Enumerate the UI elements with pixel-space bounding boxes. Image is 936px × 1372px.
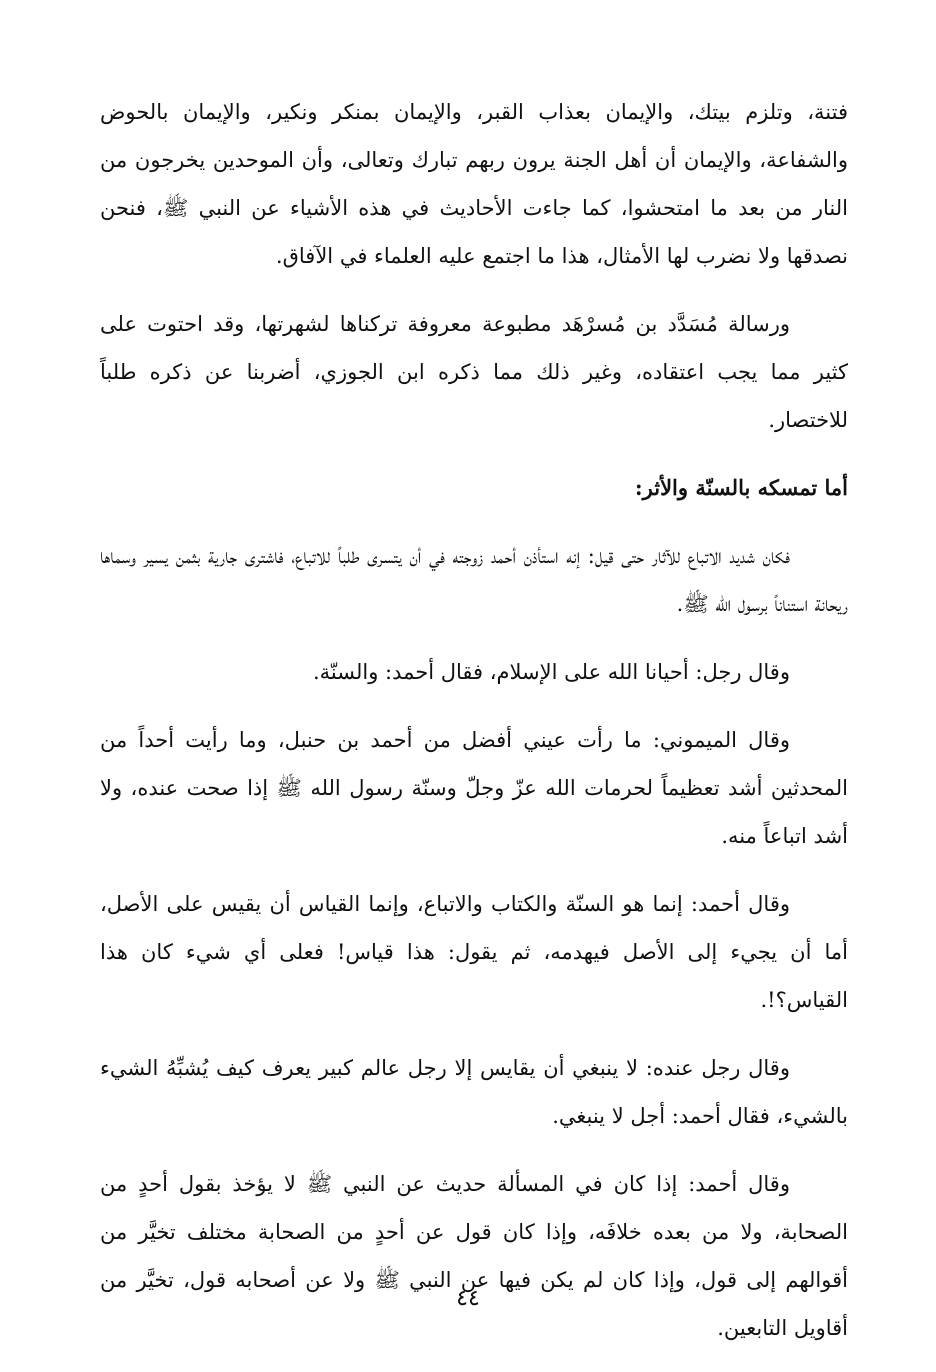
- paragraph-maymuni: وقال الميموني: ما رأت عيني أفضل من أحمد بن حنبل، وما رأيت أحداً من المحدثين أشد تعظيماً لحرمات الله عزّ وجلّ وسنّة رسول الله ﷺ إذا صحت عنده، ولا أشد اتباعاً منه.: [100, 728, 848, 848]
- paragraph-musaddad: ورسالة مُسَدَّد بن مُسرْهَد مطبوعة معروفة تركناها لشهرتها، وقد احتوت على كثير مما يجب اعتقاده، وغير ذلك مما ذكره ابن الجوزي، أضربنا عن ذكره طلباً للاختصار.: [100, 312, 848, 432]
- paragraph-intro: فتنة، وتلزم بيتك، والإيمان بعذاب القبر، والإيمان بمنكر ونكير، والإيمان بالحوض والشفاعة، والإيمان أن أهل الجنة يرون ربهم تبارك وتعالى، وأن الموحدين يخرجون من النار من بعد ما امتحشوا، كما جاءت الأحاديث في هذه الأشياء عن النبي ﷺ، فنحن نصدقها ولا نضرب لها الأمثال، هذا ما اجتمع عليه العلماء في الآفاق.: [100, 100, 848, 268]
- section-heading: أما تمسكه بالسنّة والأثر:: [634, 475, 848, 500]
- paragraph-qiyas: وقال أحمد: إنما هو السنّة والكتاب والاتباع، وإنما القياس أن يقيس على الأصل، أما أن يجيء إلى الأصل فيهدمه، ثم يقول: هذا قياس! فعلى أي شيء كان هذا القياس؟!.: [100, 892, 848, 1012]
- page-body: [100, 88, 848, 1372]
- paragraph-islam-sunnah: وقال رجل: أحيانا الله على الإسلام، فقال أحمد: والسنّة.: [312, 660, 790, 684]
- paragraph-ittiba: فكان شديد الاتباع للآثار حتى قيل: إنه استأذن أحمد زوجته في أن يتسرى طلباً للاتباع، فاشترى جارية بثمن يسير وسماها ريحانة استناناً برسول الله ﷺ.: [100, 544, 848, 616]
- paragraph-yuqayis: وقال رجل عنده: لا ينبغي أن يقايس إلا رجل عالم كبير يعرف كيف يُشبِّهُ الشيء بالشيء، فقال أحمد: أجل لا ينبغي.: [100, 1056, 848, 1128]
- page-number: ٤٤: [456, 1286, 480, 1311]
- paragraph-sahaba: وقال أحمد: إذا كان في المسألة حديث عن النبي ﷺ لا يؤخذ بقول أحدٍ من الصحابة، ولا من بعده خلافَه، وإذا كان قول عن أحدٍ من الصحابة مختلف تخيَّر من أقوالهم إلى قول، وإذا كان لم يكن فيها عن النبي ﷺ ولا عن أصحابه قول، تخيَّر من أقاويل التابعين.: [100, 1172, 848, 1340]
